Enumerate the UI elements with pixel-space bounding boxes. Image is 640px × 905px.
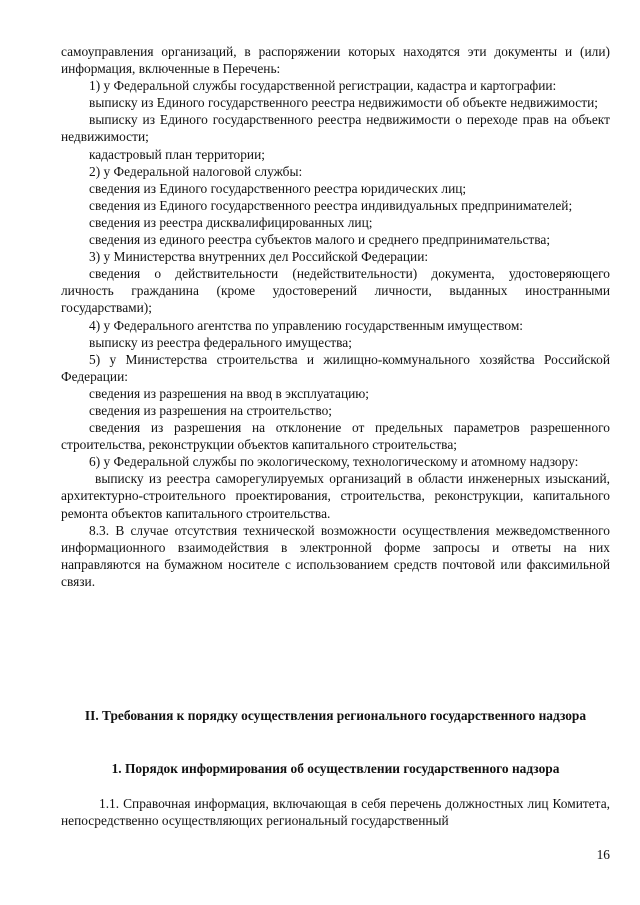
subsection-heading: 1. Порядок информирования об осуществлении государственного надзора bbox=[111, 761, 560, 776]
paragraph: 3) у Министерства внутренних дел Российской Федерации: bbox=[89, 249, 429, 265]
paragraph: самоуправления организаций, в распоряжении которых находятся эти документы и (или) информация, включенные в Перечень: bbox=[61, 44, 610, 77]
paragraph: сведения из Единого государственного реестра юридических лиц; bbox=[89, 180, 467, 196]
paragraph: сведения из разрешения на ввод в эксплуатацию; bbox=[89, 385, 370, 401]
paragraph: выписку из реестра федерального имущества; bbox=[89, 334, 352, 350]
paragraph: сведения из реестра дисквалифицированных лиц; bbox=[89, 214, 373, 230]
paragraph: выписку из Единого государственного реестра недвижимости об объекте недвижимости; bbox=[89, 95, 598, 111]
paragraph: 1.1. Справочная информация, включающая в себя перечень должностных лиц Комитета, непосредственно осуществляющих региональный государственный bbox=[61, 796, 610, 829]
paragraph: выписку из реестра саморегулируемых организаций в области инженерных изысканий, архитектурно-строительного проектирования, строительства, реконструкции, капитального ремонта объектов капитального строительства. bbox=[61, 471, 610, 521]
paragraph: 2) у Федеральной налоговой службы: bbox=[89, 163, 303, 179]
paragraph: сведения из разрешения на отклонение от предельных параметров разрешенного строительства, реконструкции объектов капитального строительства; bbox=[61, 420, 610, 453]
paragraph: сведения о действительности (недействительности) документа, удостоверяющего личность гражданина (кроме удостоверений личности, выданных иностранными государствами); bbox=[61, 266, 610, 316]
paragraph: 1) у Федеральной службы государственной регистрации, кадастра и картографии: bbox=[89, 78, 557, 94]
paragraph: 4) у Федерального агентства по управлению государственным имуществом: bbox=[89, 317, 524, 333]
page-number: 16 bbox=[596, 847, 610, 862]
paragraph: сведения из Единого государственного реестра индивидуальных предпринимателей; bbox=[89, 197, 573, 213]
paragraph: кадастровый план территории; bbox=[89, 146, 265, 162]
paragraph: сведения из единого реестра субъектов малого и среднего предпринимательства; bbox=[89, 232, 551, 248]
paragraph: выписку из Единого государственного реестра недвижимости о переходе прав на объект недвижимости; bbox=[61, 112, 610, 145]
paragraph: 6) у Федеральной службы по экологическому, технологическому и атомному надзору: bbox=[89, 454, 579, 470]
closing-text bbox=[61, 795, 610, 829]
paragraph: сведения из разрешения на строительство; bbox=[89, 402, 333, 418]
body-text bbox=[61, 43, 610, 590]
paragraph: 5) у Министерства строительства и жилищно-коммунального хозяйства Российской Федерации: bbox=[61, 351, 610, 384]
section-heading: II. Требования к порядку осуществления регионального государственного надзора bbox=[84, 708, 587, 723]
paragraph: 8.3. В случае отсутствия технической возможности осуществления межведомственного информационного взаимодействия в электронной форме запросы и ответы на них направляются на бумажном носителе с использованием средств почтовой или факсимильной связи. bbox=[61, 522, 610, 589]
